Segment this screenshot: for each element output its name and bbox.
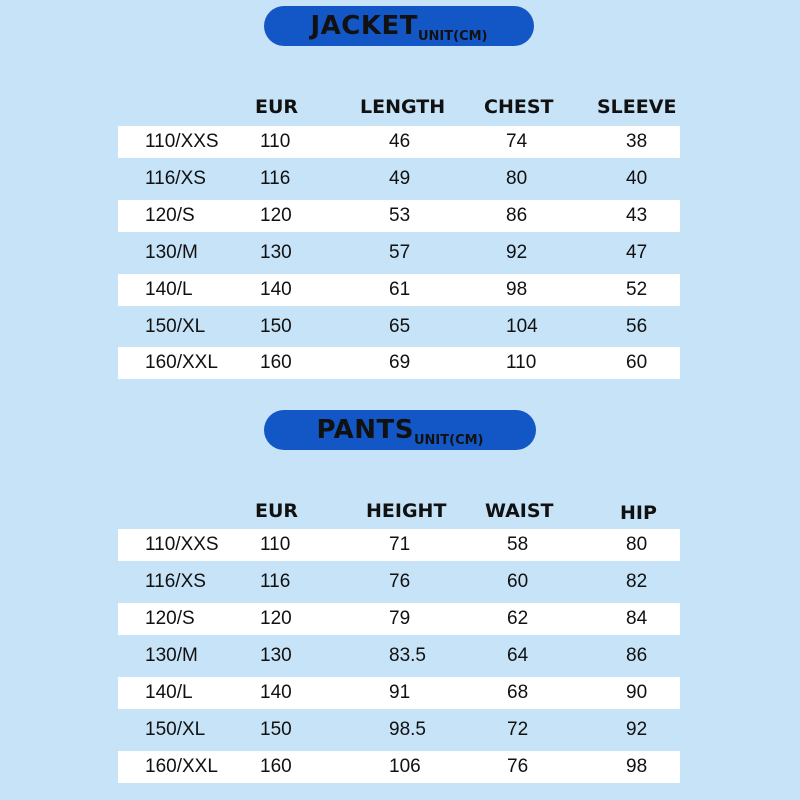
table-row <box>118 347 680 379</box>
chest-cell: 86 <box>506 205 528 226</box>
height-cell: 91 <box>389 682 411 703</box>
chest-cell: 110 <box>506 352 537 373</box>
eur-cell: 120 <box>260 205 292 226</box>
jacket-header-eur: EUR <box>255 96 299 118</box>
hip-cell: 82 <box>626 571 648 592</box>
pants-title: PANTS <box>316 415 414 445</box>
table-row <box>118 603 680 635</box>
eur-cell: 150 <box>260 719 292 740</box>
waist-cell: 72 <box>507 719 529 740</box>
eur-cell: 116 <box>260 571 291 592</box>
eur-cell: 130 <box>260 242 292 263</box>
size-cell: 116/XS <box>145 571 206 592</box>
pants-header-hip: HIP <box>620 502 657 524</box>
sleeve-cell: 38 <box>626 131 648 152</box>
height-cell: 98.5 <box>389 719 426 740</box>
eur-cell: 150 <box>260 316 292 337</box>
pants-header-height: HEIGHT <box>366 500 447 522</box>
jacket-title-badge <box>264 6 534 46</box>
height-cell: 106 <box>389 756 421 777</box>
hip-cell: 84 <box>626 608 648 629</box>
size-cell: 116/XS <box>145 168 206 189</box>
jacket-header-length: LENGTH <box>360 96 446 118</box>
hip-cell: 90 <box>626 682 648 703</box>
table-row <box>118 751 680 783</box>
sleeve-cell: 56 <box>626 316 648 337</box>
size-cell: 110/XXS <box>145 131 219 152</box>
pants-header-waist: WAIST <box>485 500 554 522</box>
pants-title-badge <box>264 410 536 450</box>
eur-cell: 160 <box>260 756 292 777</box>
table-row <box>118 529 680 561</box>
chest-cell: 74 <box>506 131 528 152</box>
table-row <box>118 677 680 709</box>
eur-cell: 140 <box>260 279 292 300</box>
pants-unit: UNIT(CM) <box>414 433 484 448</box>
size-cell: 150/XL <box>145 316 206 337</box>
length-cell: 69 <box>389 352 411 373</box>
chest-cell: 98 <box>506 279 528 300</box>
waist-cell: 58 <box>507 534 529 555</box>
sleeve-cell: 43 <box>626 205 648 226</box>
table-row <box>118 640 680 672</box>
height-cell: 79 <box>389 608 411 629</box>
size-cell: 140/L <box>145 279 193 300</box>
waist-cell: 62 <box>507 608 529 629</box>
length-cell: 46 <box>389 131 411 152</box>
waist-cell: 76 <box>507 756 529 777</box>
height-cell: 76 <box>389 571 411 592</box>
size-cell: 130/M <box>145 645 198 666</box>
eur-cell: 110 <box>260 534 291 555</box>
eur-cell: 140 <box>260 682 292 703</box>
waist-cell: 64 <box>507 645 529 666</box>
hip-cell: 92 <box>626 719 648 740</box>
eur-cell: 160 <box>260 352 292 373</box>
length-cell: 53 <box>389 205 411 226</box>
size-cell: 160/XXL <box>145 352 218 373</box>
length-cell: 65 <box>389 316 411 337</box>
sleeve-cell: 52 <box>626 279 648 300</box>
height-cell: 71 <box>389 534 411 555</box>
sleeve-cell: 60 <box>626 352 648 373</box>
chest-cell: 92 <box>506 242 528 263</box>
hip-cell: 86 <box>626 645 648 666</box>
waist-cell: 60 <box>507 571 529 592</box>
size-cell: 140/L <box>145 682 193 703</box>
jacket-unit: UNIT(CM) <box>418 29 488 44</box>
jacket-header-chest: CHEST <box>484 96 554 118</box>
table-row <box>118 311 680 343</box>
jacket-header-sleeve: SLEEVE <box>597 96 677 118</box>
sleeve-cell: 47 <box>626 242 648 263</box>
size-cell: 120/S <box>145 205 195 226</box>
table-row <box>118 237 680 269</box>
eur-cell: 110 <box>260 131 291 152</box>
sleeve-cell: 40 <box>626 168 648 189</box>
hip-cell: 80 <box>626 534 648 555</box>
chest-cell: 104 <box>506 316 538 337</box>
eur-cell: 116 <box>260 168 291 189</box>
table-row <box>118 274 680 306</box>
size-cell: 160/XXL <box>145 756 218 777</box>
length-cell: 57 <box>389 242 411 263</box>
waist-cell: 68 <box>507 682 529 703</box>
eur-cell: 130 <box>260 645 292 666</box>
table-row <box>118 714 680 746</box>
size-cell: 150/XL <box>145 719 206 740</box>
size-cell: 130/M <box>145 242 198 263</box>
chest-cell: 80 <box>506 168 528 189</box>
length-cell: 49 <box>389 168 411 189</box>
size-cell: 120/S <box>145 608 195 629</box>
size-cell: 110/XXS <box>145 534 219 555</box>
pants-header-eur: EUR <box>255 500 299 522</box>
eur-cell: 120 <box>260 608 292 629</box>
table-row <box>118 200 680 232</box>
jacket-title: JACKET <box>310 11 418 41</box>
table-row <box>118 566 680 598</box>
hip-cell: 98 <box>626 756 648 777</box>
length-cell: 61 <box>389 279 411 300</box>
height-cell: 83.5 <box>389 645 426 666</box>
table-row <box>118 163 680 195</box>
table-row <box>118 126 680 158</box>
